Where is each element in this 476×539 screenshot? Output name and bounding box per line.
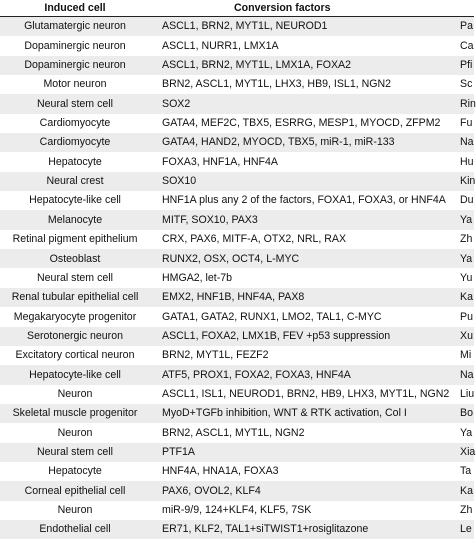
conversion-factors: GATA4, MEF2C, TBX5, ESRRG, MESP1, MYOCD, ZFPM2 bbox=[162, 117, 441, 130]
induced-cell: Neuron bbox=[57, 503, 93, 516]
table-row bbox=[0, 152, 474, 171]
table-header bbox=[0, 0, 474, 17]
induced-cell: Neural crest bbox=[46, 175, 104, 188]
table-row bbox=[0, 75, 474, 94]
conversion-factors: ASCL1, FOXA2, LMX1B, FEV +p53 suppression bbox=[162, 329, 391, 342]
table-row bbox=[0, 481, 474, 500]
table-row bbox=[0, 94, 474, 113]
header-conversion-factors: Conversion factors bbox=[234, 1, 331, 14]
header-induced-cell: Induced cell bbox=[44, 1, 106, 14]
reference: Sc bbox=[460, 78, 473, 91]
table-row bbox=[0, 385, 474, 404]
conversion-factors: RUNX2, OSX, OCT4, L-MYC bbox=[162, 252, 300, 265]
reference: Bo bbox=[460, 407, 473, 420]
conversion-factors: MyoD+TGFb inhibition, WNT & RTK activation, Col I bbox=[162, 407, 407, 420]
table-row bbox=[0, 365, 474, 384]
reference: Na bbox=[460, 136, 474, 149]
table-row bbox=[0, 172, 474, 191]
reference: Ka bbox=[460, 291, 473, 304]
reference: Xia bbox=[460, 445, 476, 458]
table-row bbox=[0, 520, 474, 539]
reference: Liu bbox=[460, 387, 475, 400]
conversion-factors: HMGA2, let-7b bbox=[162, 271, 233, 284]
reference: Yu bbox=[460, 271, 473, 284]
induced-cell: Serotonergic neuron bbox=[27, 329, 123, 342]
reference: Ya bbox=[460, 252, 473, 265]
reference: Du bbox=[460, 194, 474, 207]
reference: Ya bbox=[460, 213, 473, 226]
reference: Mi bbox=[460, 349, 472, 362]
induced-cell: Glutamatergic neuron bbox=[24, 20, 126, 33]
reference: Hu bbox=[460, 155, 474, 168]
induced-cell: Osteoblast bbox=[49, 252, 101, 265]
induced-cell: Neuron bbox=[57, 387, 93, 400]
induced-cell: Renal tubular epithelial cell bbox=[11, 291, 139, 304]
conversion-factors: PTF1A bbox=[162, 445, 195, 458]
table-row bbox=[0, 327, 474, 346]
reference: Zh bbox=[460, 503, 473, 516]
table-body bbox=[0, 17, 474, 539]
induced-cell: Cardiomyocyte bbox=[39, 117, 111, 130]
induced-cell: Cardiomyocyte bbox=[39, 136, 111, 149]
induced-cell: Endothelial cell bbox=[39, 523, 111, 536]
reference: Pfi bbox=[460, 59, 473, 72]
table-row bbox=[0, 36, 474, 55]
induced-cell: Neural stem cell bbox=[37, 97, 113, 110]
conversion-factors: PAX6, OVOL2, KLF4 bbox=[162, 484, 261, 497]
table-row bbox=[0, 288, 474, 307]
conversion-factors: ER71, KLF2, TAL1+siTWIST1+rosiglitazone bbox=[162, 523, 369, 536]
conversion-factors: HNF4A, HNA1A, FOXA3 bbox=[162, 465, 279, 478]
table-row bbox=[0, 114, 474, 133]
conversion-factors: ASCL1, BRN2, MYT1L, NEUROD1 bbox=[162, 20, 328, 33]
table-row bbox=[0, 249, 474, 268]
table-row bbox=[0, 346, 474, 365]
reference: Ta bbox=[460, 465, 472, 478]
induced-cell: Corneal epithelial cell bbox=[24, 484, 126, 497]
table-row bbox=[0, 56, 474, 75]
reference: Pu bbox=[460, 310, 473, 323]
conversion-factors: GATA4, HAND2, MYOCD, TBX5, miR-1, miR-133 bbox=[162, 136, 395, 149]
induced-cell: Skeletal muscle progenitor bbox=[12, 407, 138, 420]
conversion-factors: EMX2, HNF1B, HNF4A, PAX8 bbox=[162, 291, 305, 304]
induced-cell: Dopaminergic neuron bbox=[24, 59, 126, 72]
table-row bbox=[0, 210, 474, 229]
reference: Fu bbox=[460, 117, 473, 130]
conversion-factors: SOX2 bbox=[162, 97, 191, 110]
induced-cell: Hepatocyte-like cell bbox=[29, 194, 121, 207]
conversion-factors: ASCL1, ISL1, NEUROD1, BRN2, HB9, LHX3, MYT1L, NGN2 bbox=[162, 387, 450, 400]
conversion-factors: BRN2, MYT1L, FEZF2 bbox=[162, 349, 269, 362]
reference: Le bbox=[460, 523, 472, 536]
induced-cell: Neural stem cell bbox=[37, 445, 113, 458]
induced-cell: Megakaryocyte progenitor bbox=[13, 310, 137, 323]
induced-cell: Retinal pigment epithelium bbox=[12, 233, 138, 246]
conversion-factors: miR-9/9, 124+KLF4, KLF5, 7SK bbox=[162, 503, 312, 516]
table-row bbox=[0, 501, 474, 520]
conversion-factors: FOXA3, HNF1A, HNF4A bbox=[162, 155, 278, 168]
table-row bbox=[0, 268, 474, 287]
table-row bbox=[0, 191, 474, 210]
conversion-factors: ASCL1, BRN2, MYT1L, LMX1A, FOXA2 bbox=[162, 59, 351, 72]
induced-cell: Hepatocyte bbox=[48, 155, 102, 168]
reference: Ca bbox=[460, 39, 474, 52]
reference: Rin bbox=[460, 97, 476, 110]
induced-cell: Excitatory cortical neuron bbox=[15, 349, 135, 362]
conversion-factors: BRN2, ASCL1, MYT1L, LHX3, HB9, ISL1, NGN2 bbox=[162, 78, 392, 91]
table-row bbox=[0, 462, 474, 481]
conversion-factors: SOX10 bbox=[162, 175, 197, 188]
conversion-factors: GATA1, GATA2, RUNX1, LMO2, TAL1, C-MYC bbox=[162, 310, 382, 323]
induced-cell: Melanocyte bbox=[47, 213, 103, 226]
table-row bbox=[0, 230, 474, 249]
conversion-factors: CRX, PAX6, MITF-A, OTX2, NRL, RAX bbox=[162, 233, 347, 246]
conversion-factors: BRN2, ASCL1, MYT1L, NGN2 bbox=[162, 426, 305, 439]
induced-cell: Neural stem cell bbox=[37, 271, 113, 284]
reference: Kin bbox=[460, 175, 476, 188]
reference: Pa bbox=[460, 20, 473, 33]
table-row bbox=[0, 423, 474, 442]
reference: Zh bbox=[460, 233, 473, 246]
induced-cell: Dopaminergic neuron bbox=[24, 39, 126, 52]
reference: Ka bbox=[460, 484, 473, 497]
conversion-factors: ATF5, PROX1, FOXA2, FOXA3, HNF4A bbox=[162, 368, 351, 381]
table-row bbox=[0, 17, 474, 36]
induced-cell: Neuron bbox=[57, 426, 93, 439]
induced-cell: Hepatocyte bbox=[48, 465, 102, 478]
induced-cell: Motor neuron bbox=[43, 78, 107, 91]
table-row bbox=[0, 443, 474, 462]
table-row bbox=[0, 307, 474, 326]
reference: Xu bbox=[460, 329, 473, 342]
conversion-factors: ASCL1, NURR1, LMX1A bbox=[162, 39, 279, 52]
reference: Ya bbox=[460, 426, 473, 439]
conversion-factors: HNF1A plus any 2 of the factors, FOXA1, FOXA3, or HNF4A bbox=[162, 194, 446, 207]
reference: Na bbox=[460, 368, 474, 381]
conversion-factors: MITF, SOX10, PAX3 bbox=[162, 213, 258, 226]
table-row bbox=[0, 404, 474, 423]
induced-cell: Hepatocyte-like cell bbox=[29, 368, 121, 381]
table-row bbox=[0, 133, 474, 152]
